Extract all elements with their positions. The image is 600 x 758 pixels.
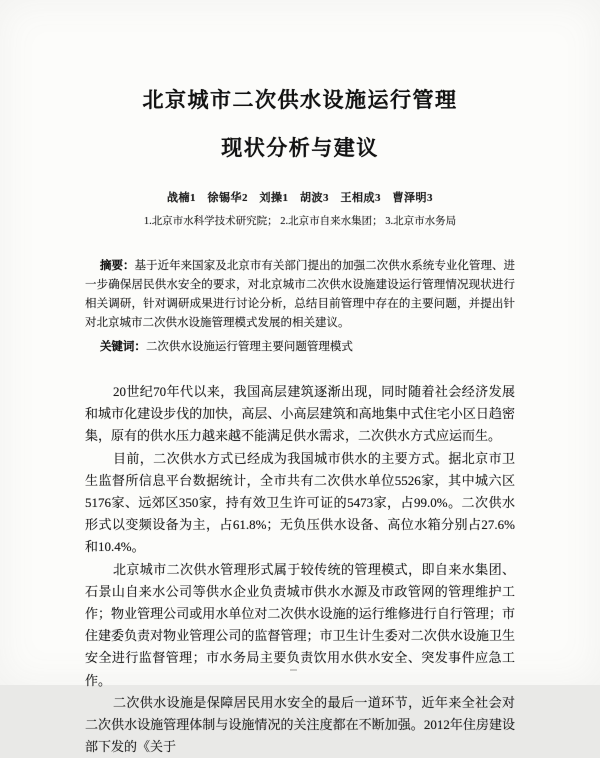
abstract-label: 摘要： (99, 260, 135, 272)
abstract-paragraph (85, 257, 515, 333)
keywords-line (85, 338, 515, 357)
body-paragraph-4: 二次供水设施是保障居民用水安全的最后一道环节，近年来全社会对二次供水设施管理体制与设施情况的关注度都在不断加强。2012年住房建设部下发的《关于 (85, 694, 515, 755)
scan-artifact-mark (290, 669, 297, 671)
paper-title-line-2: 现状分析与建议 (221, 136, 379, 160)
body-paragraph-1: 20世纪70年代以来，我国高层建筑逐渐出现，同时随着社会经济发展和城市化建设步伐的加快，高层、小高层建筑和高地集中式住宅小区日趋密集，原有的供水压力越来越不能满足供水需求，二次供水方式应运而生。 (85, 384, 515, 444)
abstract-text: 基于近年来国家及北京市有关部门提出的加强二次供水系统专业化管理、进一步确保居民供水安全的要求，对北京城市二次供水设施建设运行管理情况现状进行相关调研，针对调研成果进行讨论分析，总结目前管理中存在的主要问题，并提出针对北京城市二次供水设施管理模式发展的相关建议。 (85, 260, 515, 329)
author-line: 战楠1 徐锡华2 刘操1 胡波3 王相成3 曹泽明3 (167, 192, 433, 204)
keywords-label: 关键词： (99, 341, 146, 353)
body-paragraph-3: 北京城市二次供水管理形式属于较传统的管理模式，即自来水集团、石景山自来水公司等供水企业负责城市供水水源及市政管网的管理维护工作；物业管理公司或用水单位对二次供水设施的运行维修进行自行管理；市住建委负责对物业管理公司的监督管理；市卫生计生委对二次供水设施卫生安全进行监督管理；市水务局主要负责饮用水供水安全、突发事件应急工作。 (85, 561, 515, 688)
keywords-text: 二次供水设施运行管理主要问题管理模式 (145, 341, 353, 353)
body-text-block (85, 381, 515, 758)
body-paragraph-2: 目前，二次供水方式已经成为我国城市供水的主要方式。据北京市卫生监督所信息平台数据统计，全市共有二次供水单位5526家，其中城六区5176家、远郊区350家，持有效卫生许可证的5473家，占99.0%。二次供水形式以变频设备为主，占61.8%；无负压供水设备、高位水箱分别占27.6%和10.4%。 (85, 450, 515, 555)
paper-title-line-1: 北京城市二次供水设施运行管理 (142, 88, 458, 112)
affiliation-line: 1.北京市水科学技术研究院； 2.北京市自来水集团； 3.北京市水务局 (143, 216, 457, 227)
